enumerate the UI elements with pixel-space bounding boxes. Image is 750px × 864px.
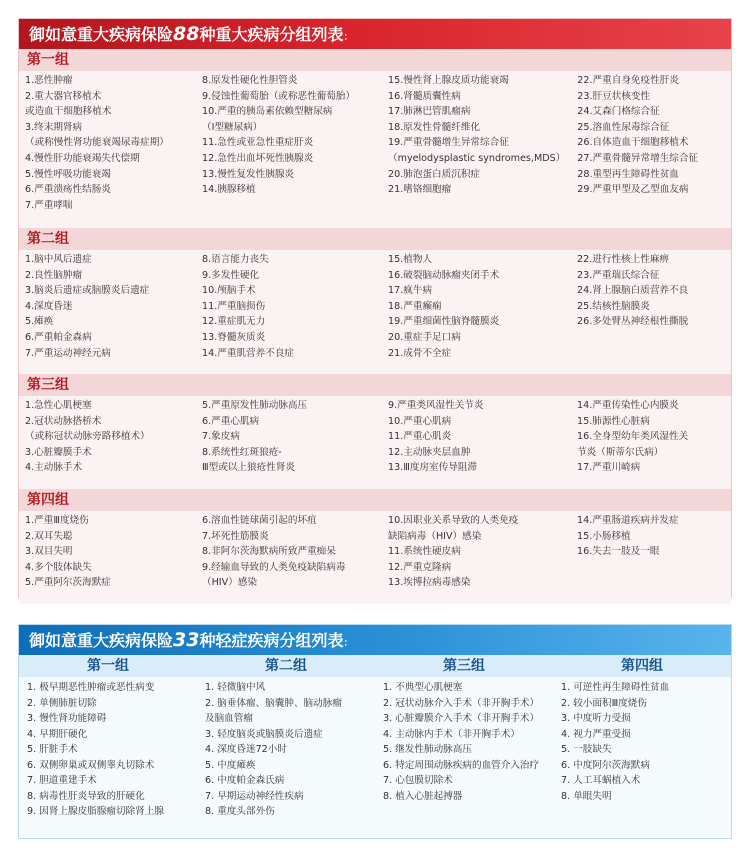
mild-disease-item: 1. 轻微脑中风 <box>205 682 266 693</box>
disease-item: 10.因职业关系导致的人类免疫 <box>388 515 519 526</box>
disease-item: 29.严重甲型及乙型血友病 <box>577 184 689 196</box>
group-column <box>571 396 731 489</box>
mild-disease-item: 8. 单眼失明 <box>561 790 612 802</box>
disease-item: 4.多个肢体缺失 <box>25 561 92 573</box>
disease-item: 17.严重川崎病 <box>577 462 641 474</box>
group-title: 第一组 <box>19 49 731 71</box>
disease-item: 22.严重自身免疫性肝炎 <box>577 75 679 86</box>
title-prefix: 御如意重大疾病保险 <box>29 25 174 44</box>
disease-item: 4.主动脉手术 <box>25 462 83 474</box>
title-colon: ： <box>343 638 354 649</box>
mild-disease-item: 2. 较小面积Ⅲ度烧伤 <box>561 697 647 709</box>
disease-item: 14.严重肠道疾病并发症 <box>577 515 679 526</box>
mild-disease-item: 2. 脑垂体瘤、脑囊肿、脑动脉瘤 <box>205 697 342 709</box>
group-body <box>19 250 731 374</box>
disease-item: 2.双耳失聪 <box>25 530 73 542</box>
disease-item: 5.严重阿尔茨海默症 <box>25 577 111 589</box>
mild-disease-item: 6. 双侧卵巢或双侧睾丸切除术 <box>27 759 155 771</box>
disease-item: 21.嗜铬细胞瘤 <box>388 184 452 196</box>
disease-item: 25.结核性脑膜炎 <box>577 300 650 312</box>
disease-item: 2.重大器官移植术 <box>25 90 102 102</box>
mild-illness-section <box>18 624 732 839</box>
mild-disease-item: 7. 早期运动神经性疾病 <box>205 790 304 802</box>
disease-item: 24.艾森门格综合征 <box>577 106 660 118</box>
disease-item: 19.严重骨髓增生异常综合征 <box>388 137 509 149</box>
disease-item: 7.严重哮喘 <box>25 199 73 211</box>
group-column <box>382 250 571 374</box>
mild-disease-item: 8. 植入心脏起搏器 <box>383 790 463 802</box>
disease-item: 18.严重癫痫 <box>388 300 442 312</box>
mild-group-title: 第一组 <box>87 658 129 674</box>
title-suffix: 种轻症疾病分组列表 <box>199 631 344 650</box>
group-column <box>382 511 571 604</box>
mild-group-column <box>19 680 197 837</box>
disease-item: 10.严重心肌病 <box>388 415 452 427</box>
disease-item: 5.瘫痪 <box>25 316 54 328</box>
disease-item: 2.良性脑肿瘤 <box>25 269 83 281</box>
title-suffix: 种重大疾病分组列表 <box>199 25 344 44</box>
disease-item: 7.象皮病 <box>202 431 240 443</box>
disease-item: 16.失去一肢及一眼 <box>577 546 660 558</box>
mild-disease-item: 7. 胆道重建手术 <box>27 775 97 786</box>
mild-disease-item: 7. 心包膜切除术 <box>383 775 453 786</box>
disease-item: 8.原发性硬化性胆管炎 <box>202 75 298 86</box>
disease-item: 6.溶血性链球菌引起的坏疽 <box>202 515 317 526</box>
disease-item: 1.恶性肿瘤 <box>25 75 73 86</box>
mild-disease-item: 8. 病毒性肝炎导致的肝硬化 <box>27 790 145 802</box>
group-column <box>19 396 196 489</box>
disease-item: 16.肾髓质囊性病 <box>388 90 461 102</box>
group-column <box>196 71 382 228</box>
disease-item: 25.溶血性尿毒综合征 <box>577 121 670 133</box>
disease-item: 8.系统性红斑狼疮- <box>202 446 282 458</box>
disease-item: 13.埃博拉病毒感染 <box>388 577 471 589</box>
disease-item: 15.小肠移植 <box>577 530 631 542</box>
critical-illness-section <box>18 18 732 598</box>
group-column <box>382 396 571 489</box>
mild-group-title: 第二组 <box>265 658 307 674</box>
disease-item: 11.急性或亚急性重症肝炎 <box>202 137 314 149</box>
mild-disease-item: 5. 一肢缺失 <box>561 744 612 755</box>
disease-item: 13.慢性复发性胰腺炎 <box>202 168 295 180</box>
title-number: 88 <box>173 23 200 45</box>
disease-item: 13.Ⅲ度房室传导阻滞 <box>388 462 478 474</box>
disease-item: 26.自体造血干细胞移植术 <box>577 137 689 149</box>
disease-item: 6.严重心肌病 <box>202 415 260 427</box>
disease-item: 17.疯牛病 <box>388 285 433 297</box>
group-column <box>196 396 382 489</box>
group-column <box>19 250 196 374</box>
mild-disease-item: 3. 慢性肾功能障碍 <box>27 713 107 724</box>
disease-item: 23.严重瑞氏综合征 <box>577 269 660 281</box>
disease-item: Ⅲ型或以上狼疮性肾炎 <box>202 462 295 474</box>
disease-item: 节炎（斯蒂尔氏病） <box>577 446 664 458</box>
group-body <box>19 396 731 489</box>
disease-item: 16.破裂脑动脉瘤夹闭手术 <box>388 269 500 281</box>
group-title: 第三组 <box>19 374 731 396</box>
disease-item: 20.肺泡蛋白质沉积症 <box>388 168 481 180</box>
mild-disease-item: 6. 中度阿尔茨海默病 <box>561 759 650 771</box>
disease-item: 3.心脏瓣膜手术 <box>25 446 92 458</box>
disease-item: 19.严重细菌性脑脊髓膜炎 <box>388 316 500 328</box>
mild-disease-item: 5. 中度瘫痪 <box>205 759 256 771</box>
title-prefix: 御如意重大疾病保险 <box>29 631 174 650</box>
mild-disease-item: 6. 中度帕金森氏病 <box>205 775 285 786</box>
disease-item: 21.成骨不全症 <box>388 347 452 359</box>
mild-group-lists <box>19 677 731 837</box>
disease-item: 9.侵蚀性葡萄胎（或称恶性葡萄胎） <box>202 90 356 102</box>
disease-item: 或造血干细胞移植术 <box>25 106 112 118</box>
disease-item: 11.严重脑损伤 <box>202 300 266 312</box>
group-column <box>571 511 731 604</box>
disease-item: （Ⅰ型糖尿病） <box>202 121 263 133</box>
disease-item: 13.脊髓灰质炎 <box>202 331 266 343</box>
disease-item: 14.严重传染性心内膜炎 <box>577 400 679 411</box>
disease-item: 3.终末期肾病 <box>25 121 83 133</box>
mild-group-headers <box>19 655 731 677</box>
disease-item: 缺陷病毒（HIV）感染 <box>388 530 482 542</box>
group-column <box>382 71 571 228</box>
disease-item: （或称冠状动脉旁路移植术） <box>25 431 150 443</box>
disease-item: 15.肺源性心脏病 <box>577 415 650 427</box>
mild-group-column <box>375 680 553 837</box>
mild-disease-item: 1. 极早期恶性肿瘤或恶性病变 <box>27 682 155 693</box>
mild-disease-item: 5. 肝脏手术 <box>27 744 78 755</box>
mild-group-column <box>553 680 731 837</box>
disease-item: 7.坏死性筋膜炎 <box>202 530 269 542</box>
disease-item: 18.原发性骨髓纤维化 <box>388 121 481 133</box>
disease-item: 6.严重溃疡性结肠炎 <box>25 184 111 196</box>
disease-item: 9.严重类风湿性关节炎 <box>388 400 484 411</box>
mild-group-column <box>197 680 375 837</box>
disease-item: 9.经输血导致的人类免疫缺陷病毒 <box>202 561 346 573</box>
group-title: 第四组 <box>19 489 731 511</box>
group-column <box>196 511 382 604</box>
mild-disease-item: 3. 中度听力受损 <box>561 713 631 724</box>
mild-disease-item: 6. 特定周围动脉疾病的血管介入治疗 <box>383 759 540 771</box>
disease-item: 1.严重Ⅲ度烧伤 <box>25 515 89 526</box>
disease-item: 26.多处臂丛神经根性撕脱 <box>577 316 689 328</box>
mild-illness-title <box>19 625 731 655</box>
disease-item: 1.脑中风后遗症 <box>25 254 92 265</box>
group-column <box>571 71 731 228</box>
mild-disease-item: 4. 深度昏迷72小时 <box>205 744 287 755</box>
title-colon: ： <box>343 32 354 43</box>
disease-item: 22.进行性核上性麻痹 <box>577 254 670 265</box>
group-body <box>19 71 731 228</box>
mild-disease-item: 3. 轻度脑炎或脑膜炎后遗症 <box>205 728 323 740</box>
disease-item: （或称慢性肾功能衰竭尿毒症期） <box>25 137 169 149</box>
disease-item: 20.重症手足口病 <box>388 331 461 343</box>
disease-item: 24.肾上腺脑白质营养不良 <box>577 285 689 297</box>
mild-disease-item: 7. 人工耳蜗植入术 <box>561 775 641 786</box>
group-column <box>19 511 196 604</box>
disease-item: 6.严重帕金森病 <box>25 331 92 343</box>
disease-item: 23.肝豆状核变性 <box>577 90 651 102</box>
mild-disease-item: 1. 不典型心肌梗塞 <box>383 682 463 693</box>
disease-item: 12.主动脉夹层血肿 <box>388 446 471 458</box>
critical-illness-title <box>19 19 731 49</box>
disease-item: 28.重型再生障碍性贫血 <box>577 168 679 180</box>
disease-item: 12.严重克隆病 <box>388 561 452 573</box>
disease-item: 15.植物人 <box>388 254 433 265</box>
disease-item: 3.双目失明 <box>25 546 73 558</box>
disease-item: 3.脑炎后遗症或脑膜炎后遗症 <box>25 285 150 297</box>
disease-item: 5.慢性呼吸功能衰竭 <box>25 168 111 180</box>
disease-item: 14.严重肌营养不良症 <box>202 347 295 359</box>
disease-item: 15.慢性肾上腺皮质功能衰竭 <box>388 75 509 86</box>
disease-item: （HIV）感染 <box>202 577 257 589</box>
disease-item: 12.急性出血坏死性胰腺炎 <box>202 152 314 164</box>
disease-item: 14.胰腺移植 <box>202 184 256 196</box>
disease-item: 11.严重心肌炎 <box>388 431 452 443</box>
mild-disease-item: 5. 继发性肺动脉高压 <box>383 744 472 755</box>
mild-disease-item: 2. 单侧肺脏切除 <box>27 697 97 709</box>
disease-item: （myelodysplastic syndromes,MDS） <box>388 152 566 164</box>
disease-item: 27.严重骨髓异常增生综合征 <box>577 152 699 164</box>
critical-illness-groups <box>19 49 731 604</box>
group-body <box>19 511 731 604</box>
disease-item: 10.严重的胰岛素依赖型糖尿病 <box>202 106 333 118</box>
mild-group-title: 第三组 <box>443 658 485 674</box>
disease-item: 7.严重运动神经元病 <box>25 347 111 359</box>
mild-group-title: 第四组 <box>621 658 663 674</box>
disease-item: 2.冠状动脉搭桥术 <box>25 415 102 427</box>
mild-disease-item: 4. 早期肝硬化 <box>27 728 88 740</box>
disease-item: 8.非阿尔茨海默病所致严重痴呆 <box>202 546 336 558</box>
disease-item: 8.语言能力丧失 <box>202 254 269 265</box>
disease-item: 10.颅脑手术 <box>202 285 256 297</box>
disease-item: 12.重症肌无力 <box>202 316 266 328</box>
disease-item: 4.慢性肝功能衰竭失代偿期 <box>25 152 140 164</box>
disease-item: 9.多发性硬化 <box>202 269 260 281</box>
disease-item: 11.系统性硬皮病 <box>388 546 461 558</box>
disease-item: 5.严重原发性肺动脉高压 <box>202 400 308 411</box>
group-column <box>19 71 196 228</box>
mild-disease-item: 4. 主动脉内手术（非开胸手术） <box>383 728 520 740</box>
mild-disease-item: 9. 因肾上腺皮脂腺瘤切除肾上腺 <box>27 806 164 817</box>
mild-disease-item: 3. 心脏瓣膜介入手术（非开胸手术） <box>383 713 540 724</box>
mild-disease-item: 及脑血管瘤 <box>205 713 253 724</box>
title-number: 33 <box>173 629 200 651</box>
disease-item: 4.深度昏迷 <box>25 300 73 312</box>
mild-disease-item: 4. 视力严重受损 <box>561 728 631 740</box>
group-title: 第二组 <box>19 228 731 250</box>
mild-disease-item: 2. 冠状动脉介入手术（非开胸手术） <box>383 697 540 709</box>
disease-item: 17.肺淋巴管肌瘤病 <box>388 106 471 118</box>
mild-disease-item: 1. 可逆性再生障碍性贫血 <box>561 682 670 693</box>
group-column <box>196 250 382 374</box>
group-column <box>571 250 731 374</box>
disease-item: 1.急性心肌梗塞 <box>25 400 92 411</box>
mild-disease-item: 8. 重度头部外伤 <box>205 806 275 817</box>
disease-item: 16.全身型幼年类风湿性关 <box>577 431 689 443</box>
